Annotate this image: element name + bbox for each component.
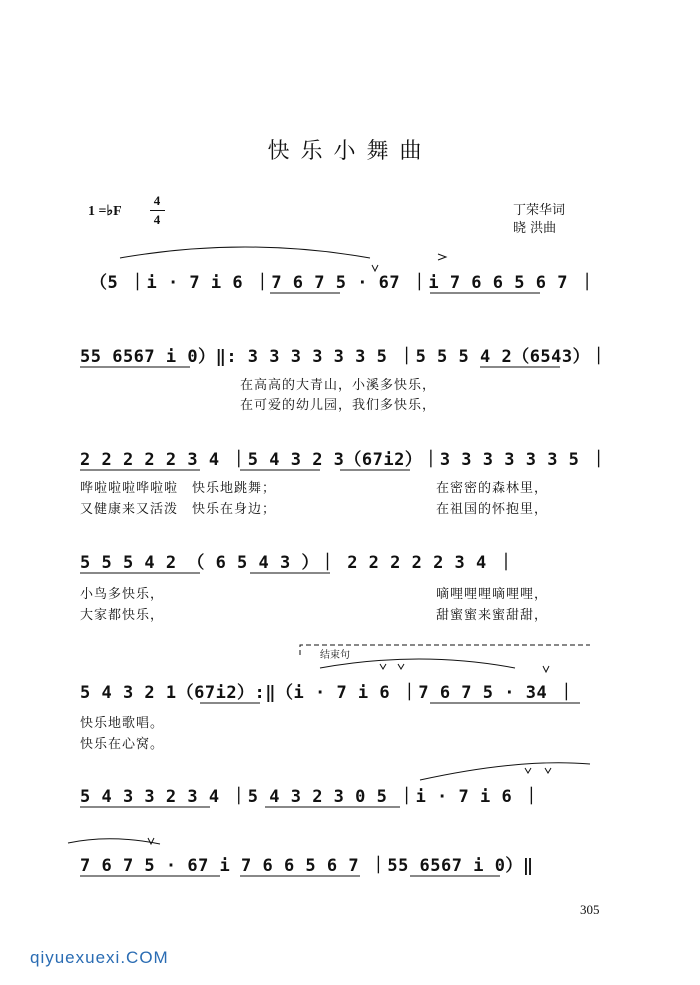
lyric-line-3-verse-2: 又健康来又活泼 快乐在身边； [80, 502, 277, 517]
lyric-line-4-right-verse-2: 甜蜜蜜来蜜甜甜， [436, 608, 549, 623]
score-line-1: （5 ｜i · 7 i 6 ｜7 6 7 5 · 67 ｜i 7 6 6 5 6 7 ｜ [90, 273, 597, 293]
lyric-line-3-right-verse-1: 在密密的森林里， [436, 481, 549, 496]
score-line-2: 55 6567 i 0）‖: 3 3 3 3 3 3 5 ｜5 5 5 4 2（6543）｜ [80, 347, 608, 367]
staccato-marks-5 [380, 664, 404, 669]
ending-bracket [300, 645, 590, 655]
score-line-4: 5 5 5 4 2 （ 6 5 4 3 ）｜ 2 2 2 2 2 3 4 ｜ [80, 553, 515, 573]
lyric-line-3-verse-1: 哗啦啦啦哗啦啦 快乐地跳舞； [80, 481, 277, 496]
key-signature: 1 =♭F [88, 204, 122, 219]
ending-marker: 结束句 [320, 650, 350, 661]
accent-mark [438, 254, 446, 260]
slur-line-1 [120, 247, 370, 258]
slur-line-6 [420, 763, 590, 780]
score-line-3: 2 2 2 2 2 3 4 ｜5 4 3 2 3（67i2）｜3 3 3 3 3 3 5 ｜ [80, 450, 608, 470]
meter-bottom: 4 [153, 212, 161, 227]
lyric-line-5-verse-1: 快乐地歌唱。 [80, 716, 165, 731]
breath-mark-1 [372, 265, 378, 271]
page-number: 305 [580, 902, 600, 917]
lyric-line-4-verse-2: 大家都快乐， [80, 608, 165, 623]
score-line-7: 7 6 7 5 · 67 i 7 6 6 5 6 7 ｜55 6567 i 0）‖ [80, 856, 534, 876]
lyric-line-4-right-verse-1: 嘀哩哩哩嘀哩哩， [436, 587, 549, 602]
meter-top: 4 [153, 193, 161, 208]
lyric-line-4-verse-1: 小鸟多快乐， [80, 587, 165, 602]
lyric-line-2-verse-1: 在高高的大青山，小溪多快乐， [240, 378, 437, 393]
staccato-marks-6 [525, 768, 551, 773]
score-line-5: 5 4 3 2 1（67i2）:‖（i · 7 i 6 ｜7 6 7 5 · 34 ｜ [80, 683, 576, 703]
lyric-line-2-verse-2: 在可爱的幼儿园，我们多快乐， [240, 398, 437, 413]
lyricist-credit: 丁荣华词 [513, 203, 566, 218]
breath-mark-5 [543, 666, 549, 672]
lyric-line-3-right-verse-2: 在祖国的怀抱里， [436, 502, 549, 517]
slur-line-7 [68, 839, 160, 844]
lyric-line-5-verse-2: 快乐在心窝。 [80, 737, 165, 752]
site-watermark: qiyuexuexi.COM [30, 948, 169, 967]
slur-line-5 [320, 659, 515, 668]
score-line-6: 5 4 3 3 2 3 4 ｜5 4 3 2 3 0 5 ｜i · 7 i 6 ｜ [80, 787, 541, 807]
composer-credit: 晓 洪曲 [513, 221, 557, 236]
page-title: 快乐小舞曲 [267, 139, 433, 164]
